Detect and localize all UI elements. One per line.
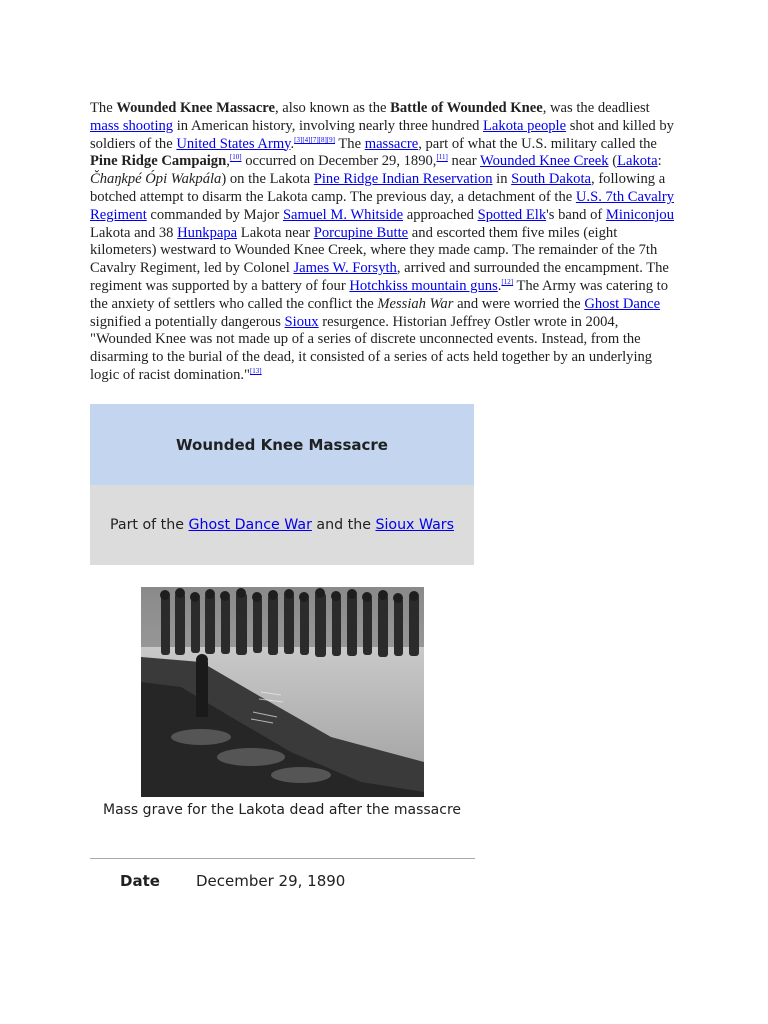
text-run: Part of the (109, 517, 189, 533)
link-wounded-knee-creek[interactable]: Wounded Knee Creek (480, 153, 609, 170)
infobox-date-label: Date (120, 872, 160, 890)
lead-paragraph (90, 100, 680, 385)
text-run: , (226, 153, 230, 170)
citation-link[interactable]: [11] (436, 153, 448, 162)
link-sioux-wars[interactable]: Sioux Wars (375, 517, 455, 533)
text-run: Lakota and 38 (90, 224, 178, 241)
text-run: near (447, 153, 481, 170)
link-mass-shooting[interactable]: mass shooting (90, 117, 174, 134)
text-run: . (497, 277, 502, 294)
text-run: occurred on December 29, 1890, (241, 153, 437, 170)
citation-ref (294, 136, 335, 144)
bold-article-name: Wounded Knee Massacre (116, 100, 275, 116)
link-samuel-whitside[interactable]: Samuel M. Whitside (282, 206, 404, 223)
bold-campaign-name: Pine Ridge Campaign (90, 153, 227, 170)
infobox-image-mass-grave[interactable] (141, 587, 424, 797)
text-run: , part of what the U.S. military called the (418, 135, 657, 152)
citation-ref (230, 154, 242, 162)
text-run: signified a potentially dangerous (90, 313, 285, 330)
infobox-date-value: December 29, 1890 (196, 872, 346, 890)
text-run: in (492, 171, 512, 188)
text-run: in American history, involving nearly three hundred (173, 117, 484, 134)
link-james-forsyth[interactable]: James W. Forsyth (293, 260, 397, 277)
text-run: . (290, 135, 295, 152)
text-run: approached (403, 206, 478, 223)
link-south-dakota[interactable]: South Dakota (511, 171, 592, 188)
citation-ref (250, 367, 262, 375)
citation-link[interactable]: [3][4][7][8][9] (294, 135, 335, 144)
article-body (90, 100, 680, 385)
text-run: , arrived and surrounded the encampment. The regiment was supported by a battery of four (90, 260, 669, 294)
citation-link[interactable]: [10] (229, 153, 242, 162)
link-spotted-elk[interactable]: Spotted Elk (477, 206, 547, 223)
text-run: resurgence. Historian Jeffrey Ostler wrote in 2004, "Wounded Knee was not made up of a series of discrete unconnected events. Instead, from the disarming to the burial of the dead, it consisted of a series of acts held together by an underlying logic of racist domination." (90, 313, 653, 383)
link-miniconjou[interactable]: Miniconjou (605, 206, 675, 223)
text-run: , also known as the (275, 100, 391, 116)
text-run: and were worried the (453, 295, 585, 312)
infobox-divider (90, 858, 475, 859)
text-run: commanded by Major (146, 206, 283, 223)
text-run: shot and killed by soldiers of the (90, 117, 674, 152)
mass-grave-photo (141, 587, 424, 797)
text-run: ( (608, 153, 618, 170)
citation-link[interactable]: [12] (501, 278, 514, 287)
lakota-name-italic: Čhaŋkpé Ópi Wakpála (90, 171, 222, 188)
text-run: The (90, 100, 117, 116)
citation-link[interactable]: [13] (249, 367, 262, 376)
text-run: Lakota near (237, 224, 314, 241)
link-ghost-dance-war[interactable]: Ghost Dance War (188, 517, 312, 533)
link-sioux[interactable]: Sioux (284, 313, 319, 330)
link-hotchkiss-guns[interactable]: Hotchkiss mountain guns (349, 277, 498, 294)
infobox (90, 404, 474, 890)
bold-alternate-name: Battle of Wounded Knee (390, 100, 543, 116)
text-run: and the (311, 517, 376, 533)
text-run: The Army was catering to the anxiety of settlers who called the conflict the (90, 277, 669, 312)
text-run: and escorted them five miles (eight kilometers) westward to Wounded Knee Creek, where they made camp. The remainder of the 7th Cavalry Regiment, led by Colonel (90, 224, 658, 277)
text-run: : (657, 153, 662, 170)
link-massacre[interactable]: massacre (364, 135, 419, 152)
text-run: 's band of (546, 206, 606, 223)
link-hunkpapa[interactable]: Hunkpapa (177, 224, 238, 241)
link-pine-ridge-reservation[interactable]: Pine Ridge Indian Reservation (313, 171, 493, 188)
text-run: , following a botched attempt to disarm the Lakota camp. The previous day, a detachment of the (90, 171, 666, 205)
infobox-image-caption: Mass grave for the Lakota dead after the massacre (102, 802, 462, 818)
link-lakota-people[interactable]: Lakota people (483, 117, 567, 134)
citation-ref (436, 154, 447, 162)
link-7th-cavalry-regiment[interactable]: U.S. 7th Cavalry Regiment (90, 188, 674, 223)
link-porcupine-butte[interactable]: Porcupine Butte (313, 224, 409, 241)
infobox-subtitle (90, 485, 474, 565)
messiah-war-italic: Messiah War (377, 295, 454, 312)
link-lakota-language[interactable]: Lakota (617, 153, 658, 170)
text-run: The (334, 135, 365, 152)
text-run: , was the deadliest (542, 100, 650, 116)
link-united-states-army[interactable]: United States Army (176, 135, 291, 152)
infobox-title: Wounded Knee Massacre (90, 404, 474, 485)
text-run: ) on the Lakota (221, 171, 314, 188)
link-ghost-dance[interactable]: Ghost Dance (584, 295, 661, 312)
citation-ref (501, 278, 513, 286)
